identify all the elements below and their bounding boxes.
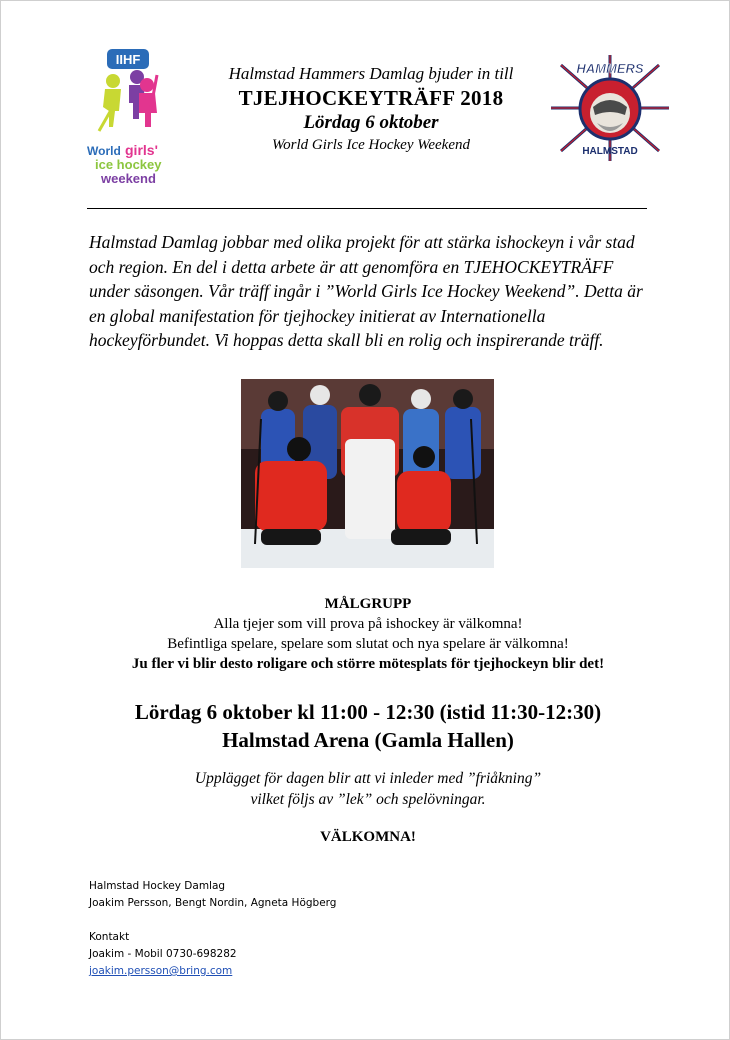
svg-text:HAMMERS: HAMMERS [576,61,644,76]
team-photo [241,379,494,568]
event-place: Halmstad Arena (Gamla Hallen) [222,728,514,752]
svg-text:girls': girls' [125,142,158,158]
contact-phone: Joakim - Mobil 0730-698282 [89,948,237,960]
event-time: Lördag 6 oktober kl 11:00 - 12:30 (istid 11:30-12:30) [134,700,602,724]
event-details [61,698,675,754]
header-text [181,63,561,155]
event-title: TJEJHOCKEYTRÄFF 2018 [238,86,504,110]
event-subtitle: World Girls Ice Hockey Weekend [272,137,470,153]
svg-text:IIHF: IIHF [115,52,141,67]
event-date: Lördag 6 oktober [303,112,439,133]
welcome-text: VÄLKOMNA! [320,829,416,845]
email-link[interactable]: joakim.persson@bring.com [89,965,233,977]
organizers: Joakim Persson, Bengt Nordin, Agneta Högberg [89,897,337,909]
header [81,41,671,186]
svg-text:World: World [87,144,121,158]
target-line-2: Befintliga spelare, spelare som slutat och nya spelare är välkomna! [167,636,569,652]
target-group-text [61,614,675,674]
invite-line: Halmstad Hammers Damlag bjuder in till [228,64,514,83]
svg-text:ice hockey: ice hockey [95,157,162,172]
target-line-1: Alla tjejer som vill prova på ishockey är välkomna! [213,616,523,632]
contact-footer [89,878,336,980]
intro-paragraph: Halmstad Damlag jobbar med olika projekt för att stärka ishockeyn i vår stad och region. En del i detta arbete är att genomföra en TJEHOCKEYTRÄFF under säsongen. Vår träff ingår i ”World Girls Ice Hockey Weekend”. Detta är en global manifestation för tjejhockey initierat av Internationella hockeyförbundet. Vi hoppas detta skall bli en rolig och inspirerande träff. [89,232,643,350]
plan-line-1: Upplägget för dagen blir att vi inleder med ”friåkning” [194,770,542,787]
world-girls-ice-hockey-weekend-logo [85,47,165,187]
contact-label: Kontakt [89,931,130,943]
svg-text:weekend: weekend [101,171,156,186]
plan-line-2: vilket följs av ”lek” och spelövningar. [250,791,486,808]
target-line-3: Ju fler vi blir desto roligare och större mötesplats för tjejhockeyn blir det! [131,656,605,672]
org-name: Halmstad Hockey Damlag [89,880,226,892]
day-plan [61,768,675,810]
svg-text:HALMSTAD: HALMSTAD [582,146,638,157]
halmstad-hammers-logo [549,53,671,163]
target-group-title: MÅLGRUPP [324,596,412,612]
header-divider [87,208,647,209]
